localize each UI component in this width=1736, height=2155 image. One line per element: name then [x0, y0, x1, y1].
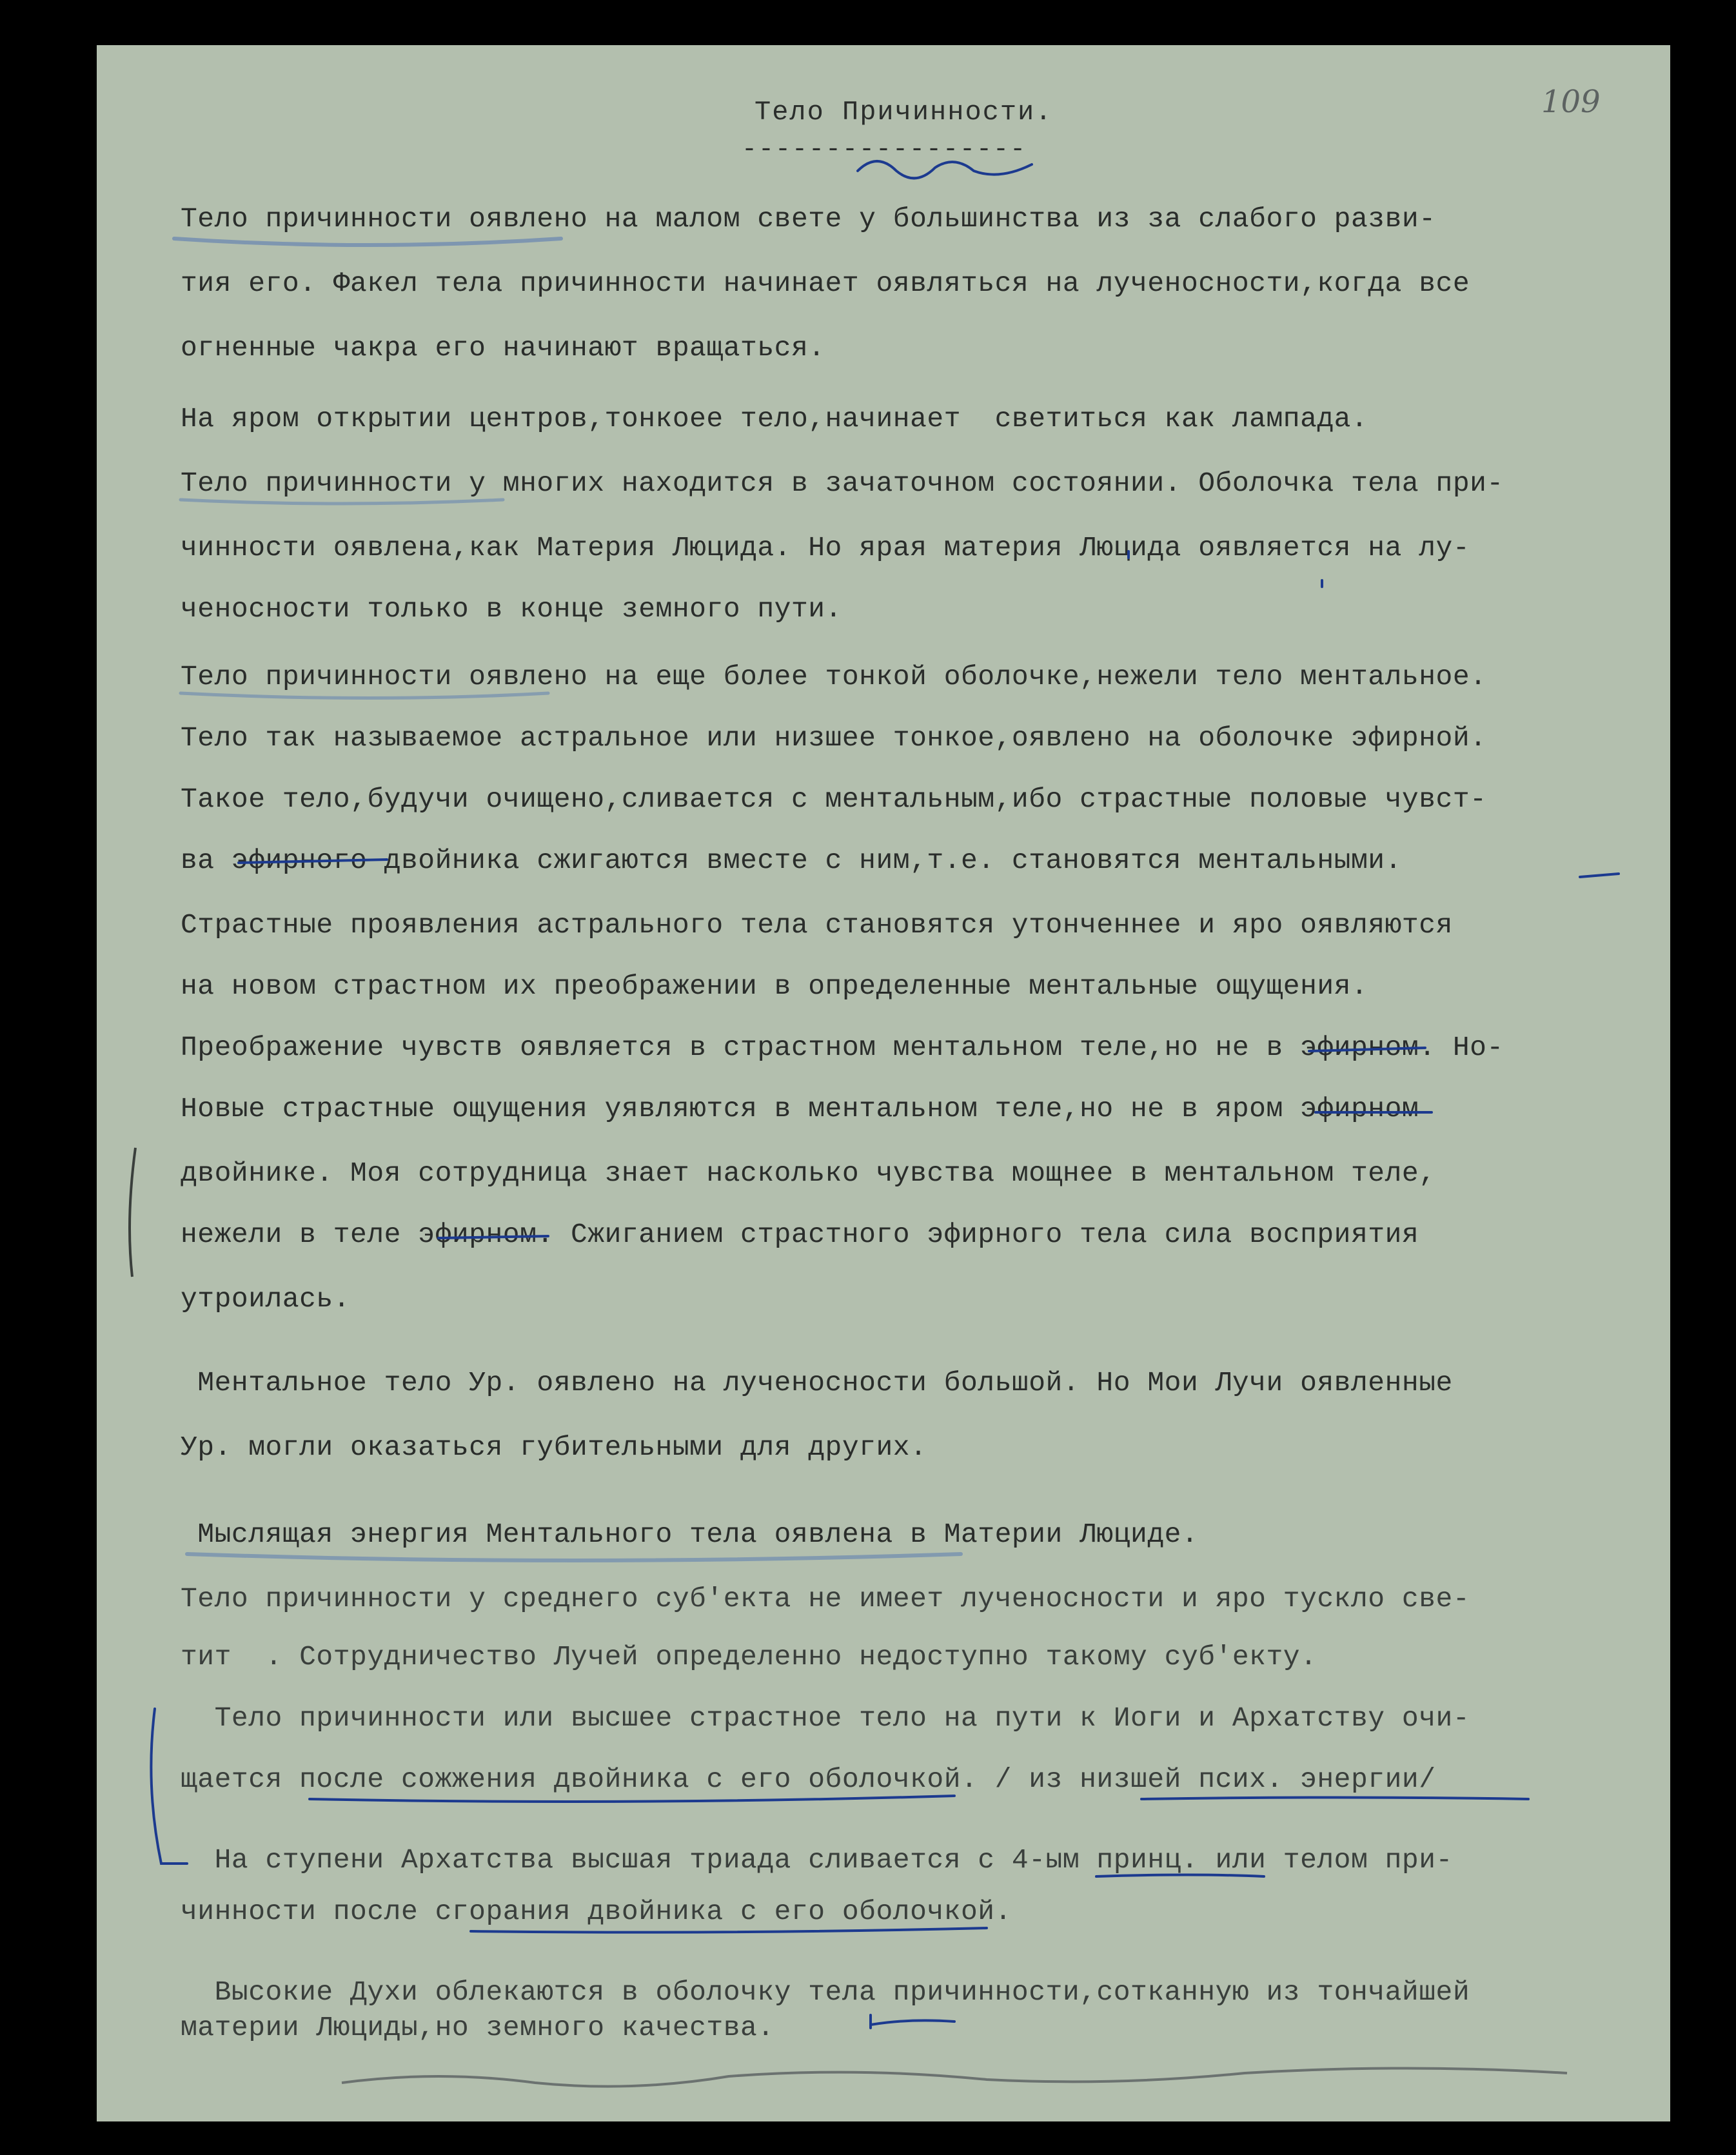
text-line: тит . Сотрудничество Лучей определенно недоступно такому суб'екту. — [181, 1641, 1317, 1673]
text-line: огненные чакра его начинают вращаться. — [181, 332, 825, 364]
text-line: щается после сожжения двойника с его оболочкой. / из низшей псих. энергии/ — [181, 1764, 1436, 1795]
text-line: Страстные проявления астрального тела становятся утонченнее и яро оявляются — [181, 909, 1453, 941]
text-line: Тело причинности оявлено на малом свете у большинства из за слабого разви- — [181, 203, 1436, 235]
text-line: ченосности только в конце земного пути. — [181, 593, 842, 625]
text-line: на новом страстном их преображении в определенные ментальные ощущения. — [181, 970, 1368, 1002]
margin-stroke — [130, 1148, 135, 1277]
text-line: Мыслящая энергия Ментального тела оявлена в Материи Люциде. — [181, 1519, 1199, 1550]
document-page — [97, 45, 1670, 2121]
text-line: Новые страстные ощущения уявляются в ментальном теле,но не в яром эфирном — [181, 1093, 1419, 1125]
text-line: Ментальное тело Ур. оявлено на лученосности большой. Но Мои Лучи оявленные — [181, 1367, 1453, 1399]
underline-mark — [310, 1796, 954, 1802]
arrow-mark — [871, 2015, 954, 2028]
title-underline: ----------------- — [742, 135, 1027, 164]
underline-mark — [471, 1928, 987, 1933]
underline-mark — [181, 500, 503, 504]
text-line: Тело причинности у среднего суб'екта не имеет лученосности и яро тускло све- — [181, 1583, 1470, 1615]
text-line: чинности после сгорания двойника с его оболочкой. — [181, 1896, 1012, 1927]
text-line: нежели в теле эфирном. Сжиганием страстного эфирного тела сила восприятия — [181, 1219, 1419, 1250]
text-line: Такое тело,будучи очищено,сливается с ментальным,ибо страстные половые чувст- — [181, 783, 1487, 815]
text-line: материи Люциды,но земного качества. — [181, 2012, 774, 2043]
text-line: На яром открытии центров,тонкоее тело,начинает светиться как лампада. — [181, 403, 1368, 435]
text-line: Тело причинности или высшее страстное тело на пути к Иоги и Архатству очи- — [181, 1702, 1470, 1734]
folio-number: 109 — [1541, 84, 1601, 120]
text-line: тия его. Факел тела причинности начинает оявляться на лученосности,когда все — [181, 268, 1470, 299]
underline-mark — [1141, 1798, 1528, 1800]
text-line: Ур. могли оказаться губительными для других. — [181, 1432, 927, 1463]
text-line: Преображение чувств оявляется в страстном ментальном теле,но не в эфирном. Но- — [181, 1032, 1504, 1063]
text-line: ва эфирного двойника сжигаются вместе с ним,т.е. становятся ментальными. — [181, 845, 1402, 876]
text-line: утроилась. — [181, 1283, 351, 1315]
dash-mark — [1580, 874, 1619, 877]
text-line: Тело причинности оявлено на еще более тонкой оболочке,нежели тело ментальное. — [181, 661, 1487, 693]
text-line: Тело так называемое астральное или низшее тонкое,оявлено на оболочке эфирной. — [181, 722, 1487, 754]
underline-mark — [181, 693, 548, 698]
text-line: двойнике. Моя сотрудница знает насколько чувства мощнее в ментальном теле, — [181, 1157, 1436, 1189]
text-line: Высокие Духи облекаются в оболочку тела причинности,сотканную из тончайшей — [181, 1976, 1470, 2008]
text-line: чинности оявлена,как Материя Люцида. Но ярая материя Люцида оявляется на лу- — [181, 532, 1470, 564]
underline-mark — [174, 239, 561, 245]
text-line: Тело причинности у многих находится в зачаточном состоянии. Оболочка тела при- — [181, 467, 1504, 499]
pencil-scribble — [342, 2069, 1567, 2087]
page-title: Тело Причинности. — [755, 97, 1053, 128]
text-line: На ступени Архатства высшая триада сливается с 4-ым принц. или телом при- — [181, 1844, 1453, 1876]
underline-mark — [187, 1554, 961, 1560]
